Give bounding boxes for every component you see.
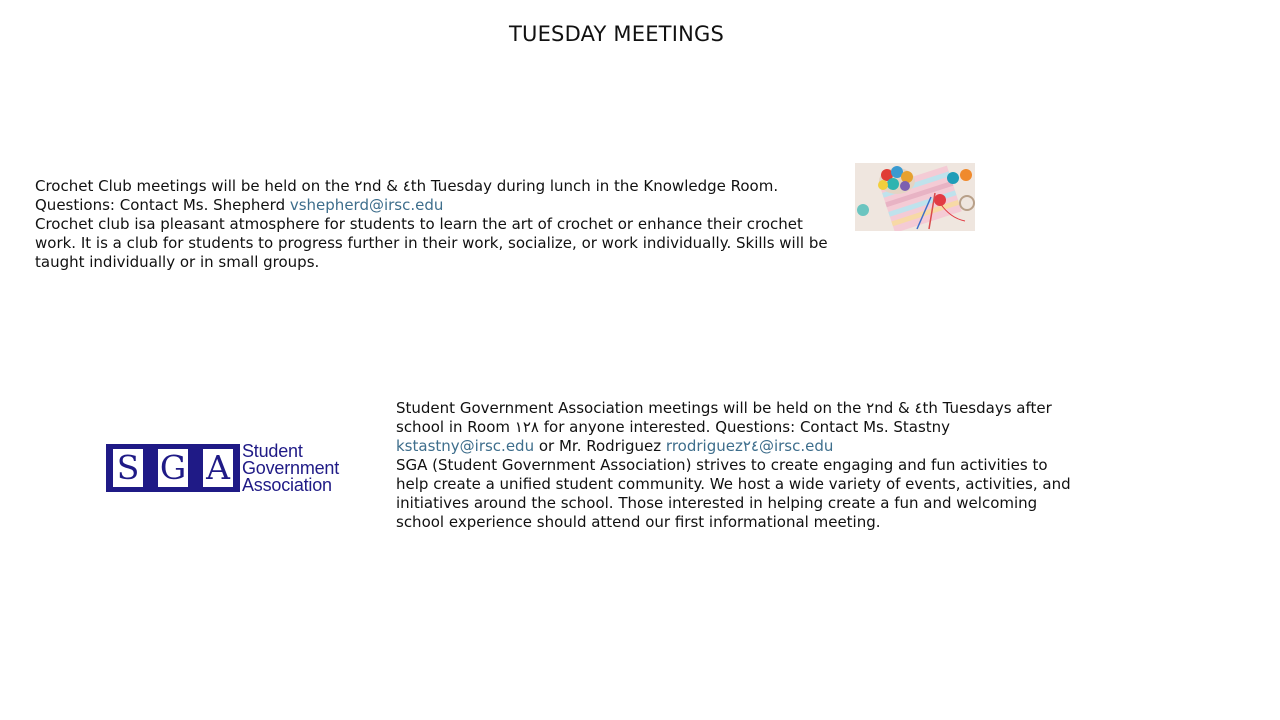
crochet-contact [35,196,840,215]
page-title: TUESDAY MEETINGS [508,22,725,46]
sga-logo-word-association: Association [242,475,332,495]
sga-logo-letter-s: S [113,449,143,487]
sga-description: SGA (Student Government Association) strives to create engaging and fun activities to help create a unified student community. We host a wide variety of events, activities, and initiatives around the school. Those interested in helping create a fun and welcoming school experience should attend our first informational meeting. [396,456,1071,531]
sga-schedule-text: Student Government Association meetings will be held on the ٢nd & ٤th Tuesdays after school in Room ١٢٨ for anyone interested. Questions: Contact Ms. Stastny [396,399,1052,436]
stastny-email-link[interactable]: kstastny@irsc.edu [396,437,535,455]
sga-logo-word-government: Government [242,458,340,478]
yarn-balls-illustration [855,163,975,231]
sga-logo [106,443,356,495]
sga-logo-word-student: Student [242,441,303,461]
crochet-questions-text: Questions: Contact Ms. Shepherd [35,196,290,214]
crochet-meeting-info [35,177,840,196]
sga-meeting-info [396,399,1076,456]
shepherd-email-link[interactable]: vshepherd@irsc.edu [289,196,444,214]
crochet-schedule-text: Crochet Club meetings will be held on the ٢nd & ٤th Tuesday during lunch in the Knowledge Room. [35,177,779,195]
sga-contact-joiner: or Mr. Rodriguez [534,437,666,455]
crochet-club-section [35,177,840,272]
sga-logo-letter-a: A [203,449,233,487]
sga-section [396,399,1076,532]
sga-logo-box [106,444,240,492]
yarn-balls-photo [855,163,975,231]
sga-logo-letter-g: G [159,448,187,487]
crochet-description: Crochet club isa pleasant atmosphere for students to learn the art of crochet or enhance their crochet work. It is a club for students to progress further in their work, socialize, or work individually. Skills will be taught individually or in small groups. [35,215,828,271]
rodriguez-email-link[interactable]: rrodriguez٢٤@irsc.edu [665,437,834,455]
sga-logo-wordmark [242,443,356,494]
